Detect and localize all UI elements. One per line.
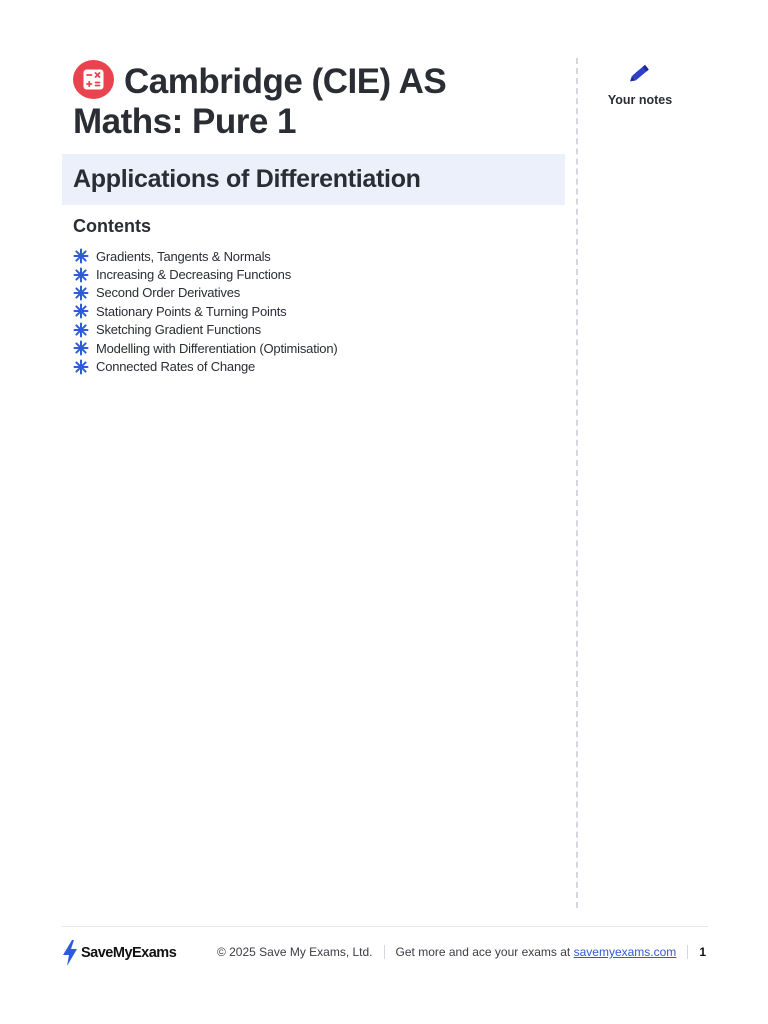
asterisk-star-icon	[73, 359, 89, 375]
contents-item[interactable]	[73, 302, 337, 320]
contents-item-label: Sketching Gradient Functions	[96, 322, 261, 338]
page-number: 1	[699, 945, 706, 959]
contents-list	[73, 247, 337, 376]
section-header	[62, 154, 565, 205]
document-title	[73, 60, 553, 142]
calculator-icon	[73, 60, 114, 99]
contents-item-label: Connected Rates of Change	[96, 359, 256, 375]
footer-info	[217, 945, 706, 959]
title-line-1: Cambridge (CIE) AS	[124, 62, 447, 101]
asterisk-star-icon	[73, 340, 89, 356]
section-title: Applications of Differentiation	[73, 165, 421, 193]
contents-item-label: Increasing & Decreasing Functions	[96, 267, 292, 283]
contents-item-label: Stationary Points & Turning Points	[96, 303, 287, 319]
brand-name: SaveMyExams	[81, 945, 177, 961]
contents-item-label: Second Order Derivatives	[96, 285, 241, 301]
asterisk-star-icon	[73, 285, 89, 301]
contents-item[interactable]	[73, 357, 337, 375]
notes-column	[600, 60, 680, 107]
contents-item[interactable]	[73, 247, 337, 265]
footer-separator	[384, 945, 385, 959]
asterisk-star-icon	[73, 267, 89, 283]
pencil-icon	[626, 60, 654, 86]
contents-item[interactable]	[73, 339, 337, 357]
asterisk-star-icon	[73, 248, 89, 264]
notes-label: Your notes	[607, 93, 673, 107]
contents-item[interactable]	[73, 265, 337, 283]
lightning-bolt-icon	[62, 940, 78, 966]
footer-brand[interactable]	[62, 940, 176, 966]
contents-item-label: Modelling with Differentiation (Optimisation)	[96, 340, 338, 356]
asterisk-star-icon	[73, 303, 89, 319]
cta-text: Get more and ace your exams at	[395, 945, 571, 959]
website-link[interactable]: savemyexams.com	[573, 945, 677, 959]
footer-divider	[62, 926, 708, 927]
asterisk-star-icon	[73, 322, 89, 338]
copyright-text: © 2025 Save My Exams, Ltd.	[216, 945, 373, 959]
title-line-2: Maths: Pure 1	[73, 102, 296, 141]
notes-divider	[576, 58, 578, 908]
contents-heading: Contents	[73, 216, 151, 236]
contents-item-label: Gradients, Tangents & Normals	[96, 248, 271, 264]
contents-item[interactable]	[73, 284, 337, 302]
contents-item[interactable]	[73, 321, 337, 339]
footer-separator	[687, 945, 688, 959]
